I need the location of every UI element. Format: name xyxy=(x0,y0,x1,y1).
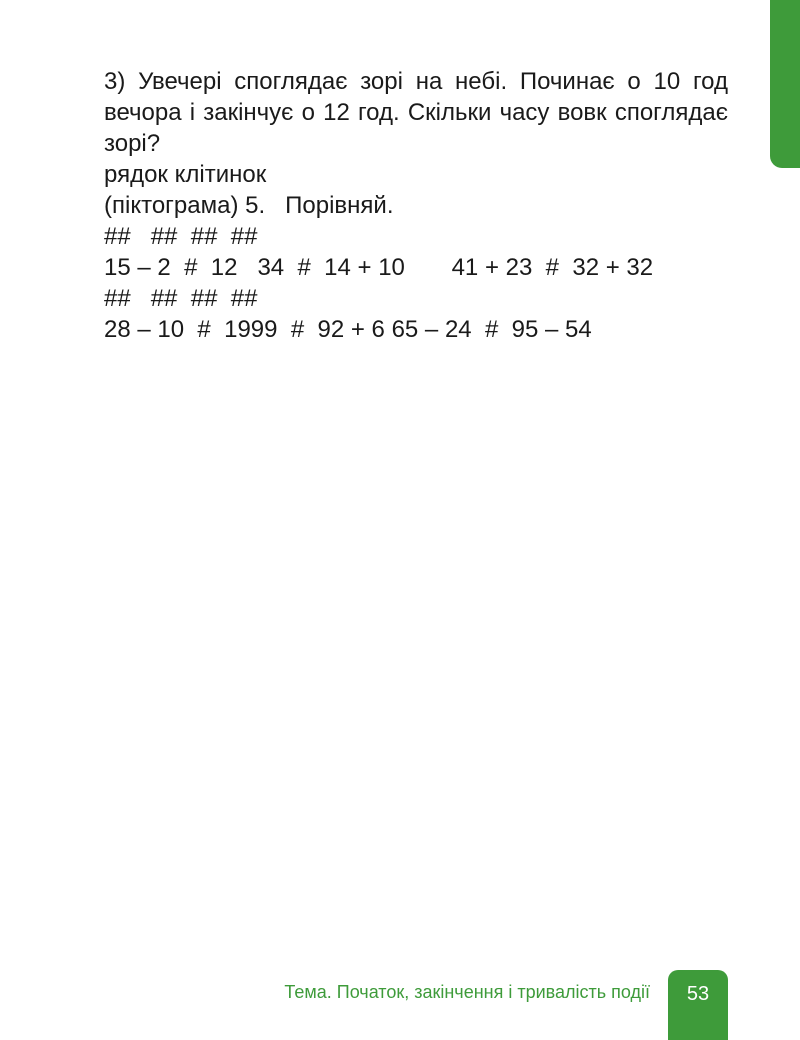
page-number: 53 xyxy=(668,970,728,1040)
problem-text: 3) Увечері споглядає зорі на небі. Починає о 10 год вечора і закінчує о 12 год. Скільки часу вовк споглядає зорі? xyxy=(104,68,728,157)
chapter-side-tab xyxy=(770,0,800,168)
footer-topic: Тема. Початок, закінчення і тривалість події xyxy=(284,982,650,1002)
placeholder-row-1: ## ## ## ## xyxy=(104,223,258,250)
page-content xyxy=(104,66,728,345)
placeholder-row-2: ## ## ## ## xyxy=(104,285,258,312)
comparison-row-1: 15 – 2 # 12 34 # 14 + 10 41 + 23 # 32 + 32 xyxy=(104,254,654,281)
comparison-row-2: 28 – 10 # 1999 # 92 + 6 65 – 24 # 95 – 54 xyxy=(104,316,592,343)
text-line-cells: рядок клітинок xyxy=(104,161,267,188)
text-line-task-title: (піктограма) 5. Порівняй. xyxy=(104,192,394,219)
